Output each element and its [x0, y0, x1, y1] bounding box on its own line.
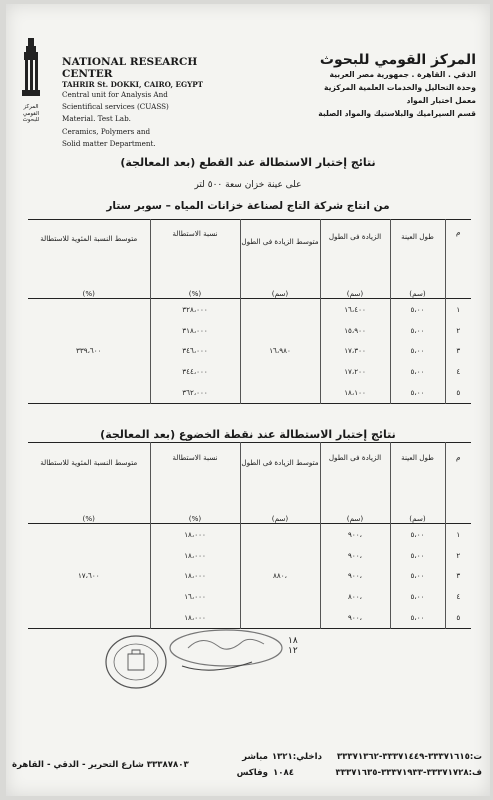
table-cell	[240, 299, 320, 320]
table-cell: ١٧،٣٠٠	[320, 341, 390, 362]
unit-label: (سم)	[390, 505, 445, 524]
unit-label: (سم)	[320, 280, 390, 299]
col-header: نسبة الاستطالة	[150, 443, 240, 506]
sample-description: على عينة خزان سعة ٥٠٠ لتر	[194, 180, 302, 190]
table-cell: ٤	[445, 361, 471, 382]
table-cell	[28, 299, 150, 320]
table-cell: ٥،٠٠	[390, 586, 445, 607]
arabic-header	[236, 52, 476, 120]
table-cell: ٥	[445, 607, 471, 628]
table-cell	[28, 361, 150, 382]
table-row	[28, 566, 471, 587]
unit-label: (سم)	[240, 505, 320, 524]
section1-title: نتائج إختبار الاستطالة عند القطع (بعد المعالجة)	[120, 156, 376, 169]
table-cell: ٣٦٢،٠٠٠	[150, 382, 240, 403]
table-cell: ،٨٠٠	[320, 586, 390, 607]
table-cell: ٣٣٩،٦٠٠	[76, 346, 102, 356]
table-cell: ٢	[445, 545, 471, 566]
producer-line: من انتاج شركة التاج لصناعة خزانات المياه – سوبر ستار	[106, 200, 390, 212]
table-cell: ١	[445, 524, 471, 545]
header-line: Scientifical services (CUASS)	[62, 102, 169, 112]
table-cell: ،٩٠٠	[320, 545, 390, 566]
header-line: Solid matter Department.	[62, 138, 156, 148]
table-cell: ١٨،٠٠٠	[150, 524, 240, 545]
table-cell: ١٨،١٠٠	[320, 382, 390, 403]
col-header: نسبة الاستطالة	[150, 220, 240, 281]
table-cell: ١٦،٩٨٠	[240, 341, 320, 362]
footer-ext2: ١٠٨٤	[273, 768, 294, 778]
table-cell: ١٨،٠٠٠	[150, 566, 240, 587]
table-cell: ٤	[445, 586, 471, 607]
col-header: الزيادة فى الطول	[320, 443, 390, 506]
unit-label: (%)	[82, 289, 95, 298]
table-cell: ٥،٠٠	[390, 299, 445, 320]
table-cell	[28, 545, 150, 566]
table-cell: ١	[445, 299, 471, 320]
footer-address: ٣٣٣٨٧٨٠٣ شارع التحرير - الدقي - القاهرة	[12, 760, 189, 770]
table-row	[28, 524, 471, 545]
table-cell: ٥،٠٠	[390, 341, 445, 362]
footer-direct: مباشر	[242, 752, 268, 762]
center-name-en: NATIONAL RESEARCH CENTER	[62, 56, 198, 80]
table-cell: ٣١٨،٠٠٠	[150, 320, 240, 341]
footer	[6, 752, 490, 788]
table-cell: ٥،٠٠	[390, 545, 445, 566]
center-name-ar: المركز القومي للبحوث	[319, 52, 476, 68]
header-line-ar: وحدة التحاليل والخدمات العلمية المركزية	[324, 83, 476, 92]
table-cell: ٥	[445, 382, 471, 403]
col-header: متوسط النسبة المئوية للاستطالة	[40, 458, 138, 467]
table-cell: ٥،٠٠	[390, 361, 445, 382]
col-header: متوسط النسبة المئوية للاستطالة	[40, 234, 138, 243]
col-header: متوسط الزيادة فى الطول	[240, 220, 320, 281]
unit-label	[445, 505, 471, 524]
col-header: م	[445, 220, 471, 281]
results-table-break	[28, 219, 471, 404]
col-header: الزيادة فى الطول	[320, 220, 390, 281]
signature-note	[274, 636, 298, 656]
unit-label: (سم)	[320, 505, 390, 524]
footer-ext: داخلي:١٣٢١	[271, 752, 322, 762]
table-cell: ١٧،٦٠٠	[77, 571, 100, 581]
document-page	[6, 4, 490, 796]
footer-phones: ت:٣٣٣٧١٦١٥-٣٣٣٧١٤٤٩-٣٣٣٧١٣٦٢	[336, 752, 482, 762]
english-header	[62, 56, 232, 150]
unit-label: (%)	[82, 514, 95, 523]
col-header: متوسط الزيادة فى الطول	[240, 443, 320, 506]
table-cell: ١٦،٠٠٠	[150, 586, 240, 607]
table-cell: ٣٤٦،٠٠٠	[150, 341, 240, 362]
section2-title: نتائج إختبار الاستطالة عند نقطة الخضوع (بعد المعالجة)	[100, 428, 396, 441]
table-cell: ٢	[445, 320, 471, 341]
table-cell	[240, 545, 320, 566]
table-cell	[240, 382, 320, 403]
table-cell: ،٩٠٠	[320, 607, 390, 628]
table-cell: ١٦،٤٠٠	[320, 299, 390, 320]
table-cell: ١٧،٢٠٠	[320, 361, 390, 382]
table-cell: ١٥،٩٠٠	[320, 320, 390, 341]
header-line: Material. Test Lab.	[62, 114, 131, 124]
results-table-yield	[28, 442, 471, 629]
table-row	[28, 341, 471, 362]
header-line: Ceramics, Polymers and	[62, 126, 151, 136]
header-line-ar: قسم السيراميك والبلاستيك والمواد الصلبة	[318, 109, 476, 118]
table-cell: ٥،٠٠	[390, 320, 445, 341]
nrc-logo-icon	[20, 38, 42, 108]
table-cell	[28, 320, 150, 341]
table-cell: ١٨،٠٠٠	[150, 607, 240, 628]
table-cell: ،٨٨٠	[240, 566, 320, 587]
header-line: Central unit for Analysis And	[62, 90, 168, 99]
center-address-en: TAHRIR St. DOKKI, CAIRO, EGYPT	[62, 80, 203, 89]
table-cell: ٣	[445, 341, 471, 362]
table-cell: ٥،٠٠	[390, 607, 445, 628]
table-cell	[240, 524, 320, 545]
table-cell	[240, 320, 320, 341]
table-cell: ١٨،٠٠٠	[150, 545, 240, 566]
col-header: طول العينة	[390, 443, 445, 506]
header-line-ar: معمل اختبار المواد	[406, 96, 476, 105]
table-row	[28, 320, 471, 341]
header-line-ar: الدقي . القاهرة . جمهورية مصر العربية	[329, 70, 476, 79]
footer-fax-label: وفاكس	[236, 768, 268, 778]
table-row	[28, 382, 471, 403]
table-cell: ٥،٠٠	[390, 566, 445, 587]
table-cell: ،٩٠٠	[320, 524, 390, 545]
unit-label	[445, 280, 471, 299]
unit-label: (سم)	[390, 280, 445, 299]
table-cell	[28, 382, 150, 403]
table-cell: ٣٢٨،٠٠٠	[150, 299, 240, 320]
col-header: م	[445, 443, 471, 506]
table-cell: ٣٤٤،٠٠٠	[150, 361, 240, 382]
unit-label: (%)	[150, 505, 240, 524]
table-cell: ٣	[445, 566, 471, 587]
table-row	[28, 361, 471, 382]
unit-label: (%)	[150, 280, 240, 299]
footer-fax: ف:٣٣٣٧١٧٢٨-٣٣٣٧١٩٣٣-٣٣٣٧١٦٣٥	[335, 768, 482, 778]
table-cell	[28, 586, 150, 607]
table-cell	[240, 361, 320, 382]
table-cell: ٥،٠٠	[390, 524, 445, 545]
unit-label: (سم)	[240, 280, 320, 299]
signature-line: ١٨	[288, 636, 298, 646]
table-cell	[28, 524, 150, 545]
logo-caption: المركز القومي للبحوث	[22, 104, 40, 123]
official-stamp-icon	[98, 626, 288, 692]
table-row	[28, 586, 471, 607]
table-cell	[240, 586, 320, 607]
col-header: طول العينة	[390, 220, 445, 281]
table-row	[28, 545, 471, 566]
signature-line: ١٢	[288, 646, 298, 656]
table-cell: ٥،٠٠	[390, 382, 445, 403]
table-cell: ،٩٠٠	[320, 566, 390, 587]
table-row	[28, 299, 471, 320]
